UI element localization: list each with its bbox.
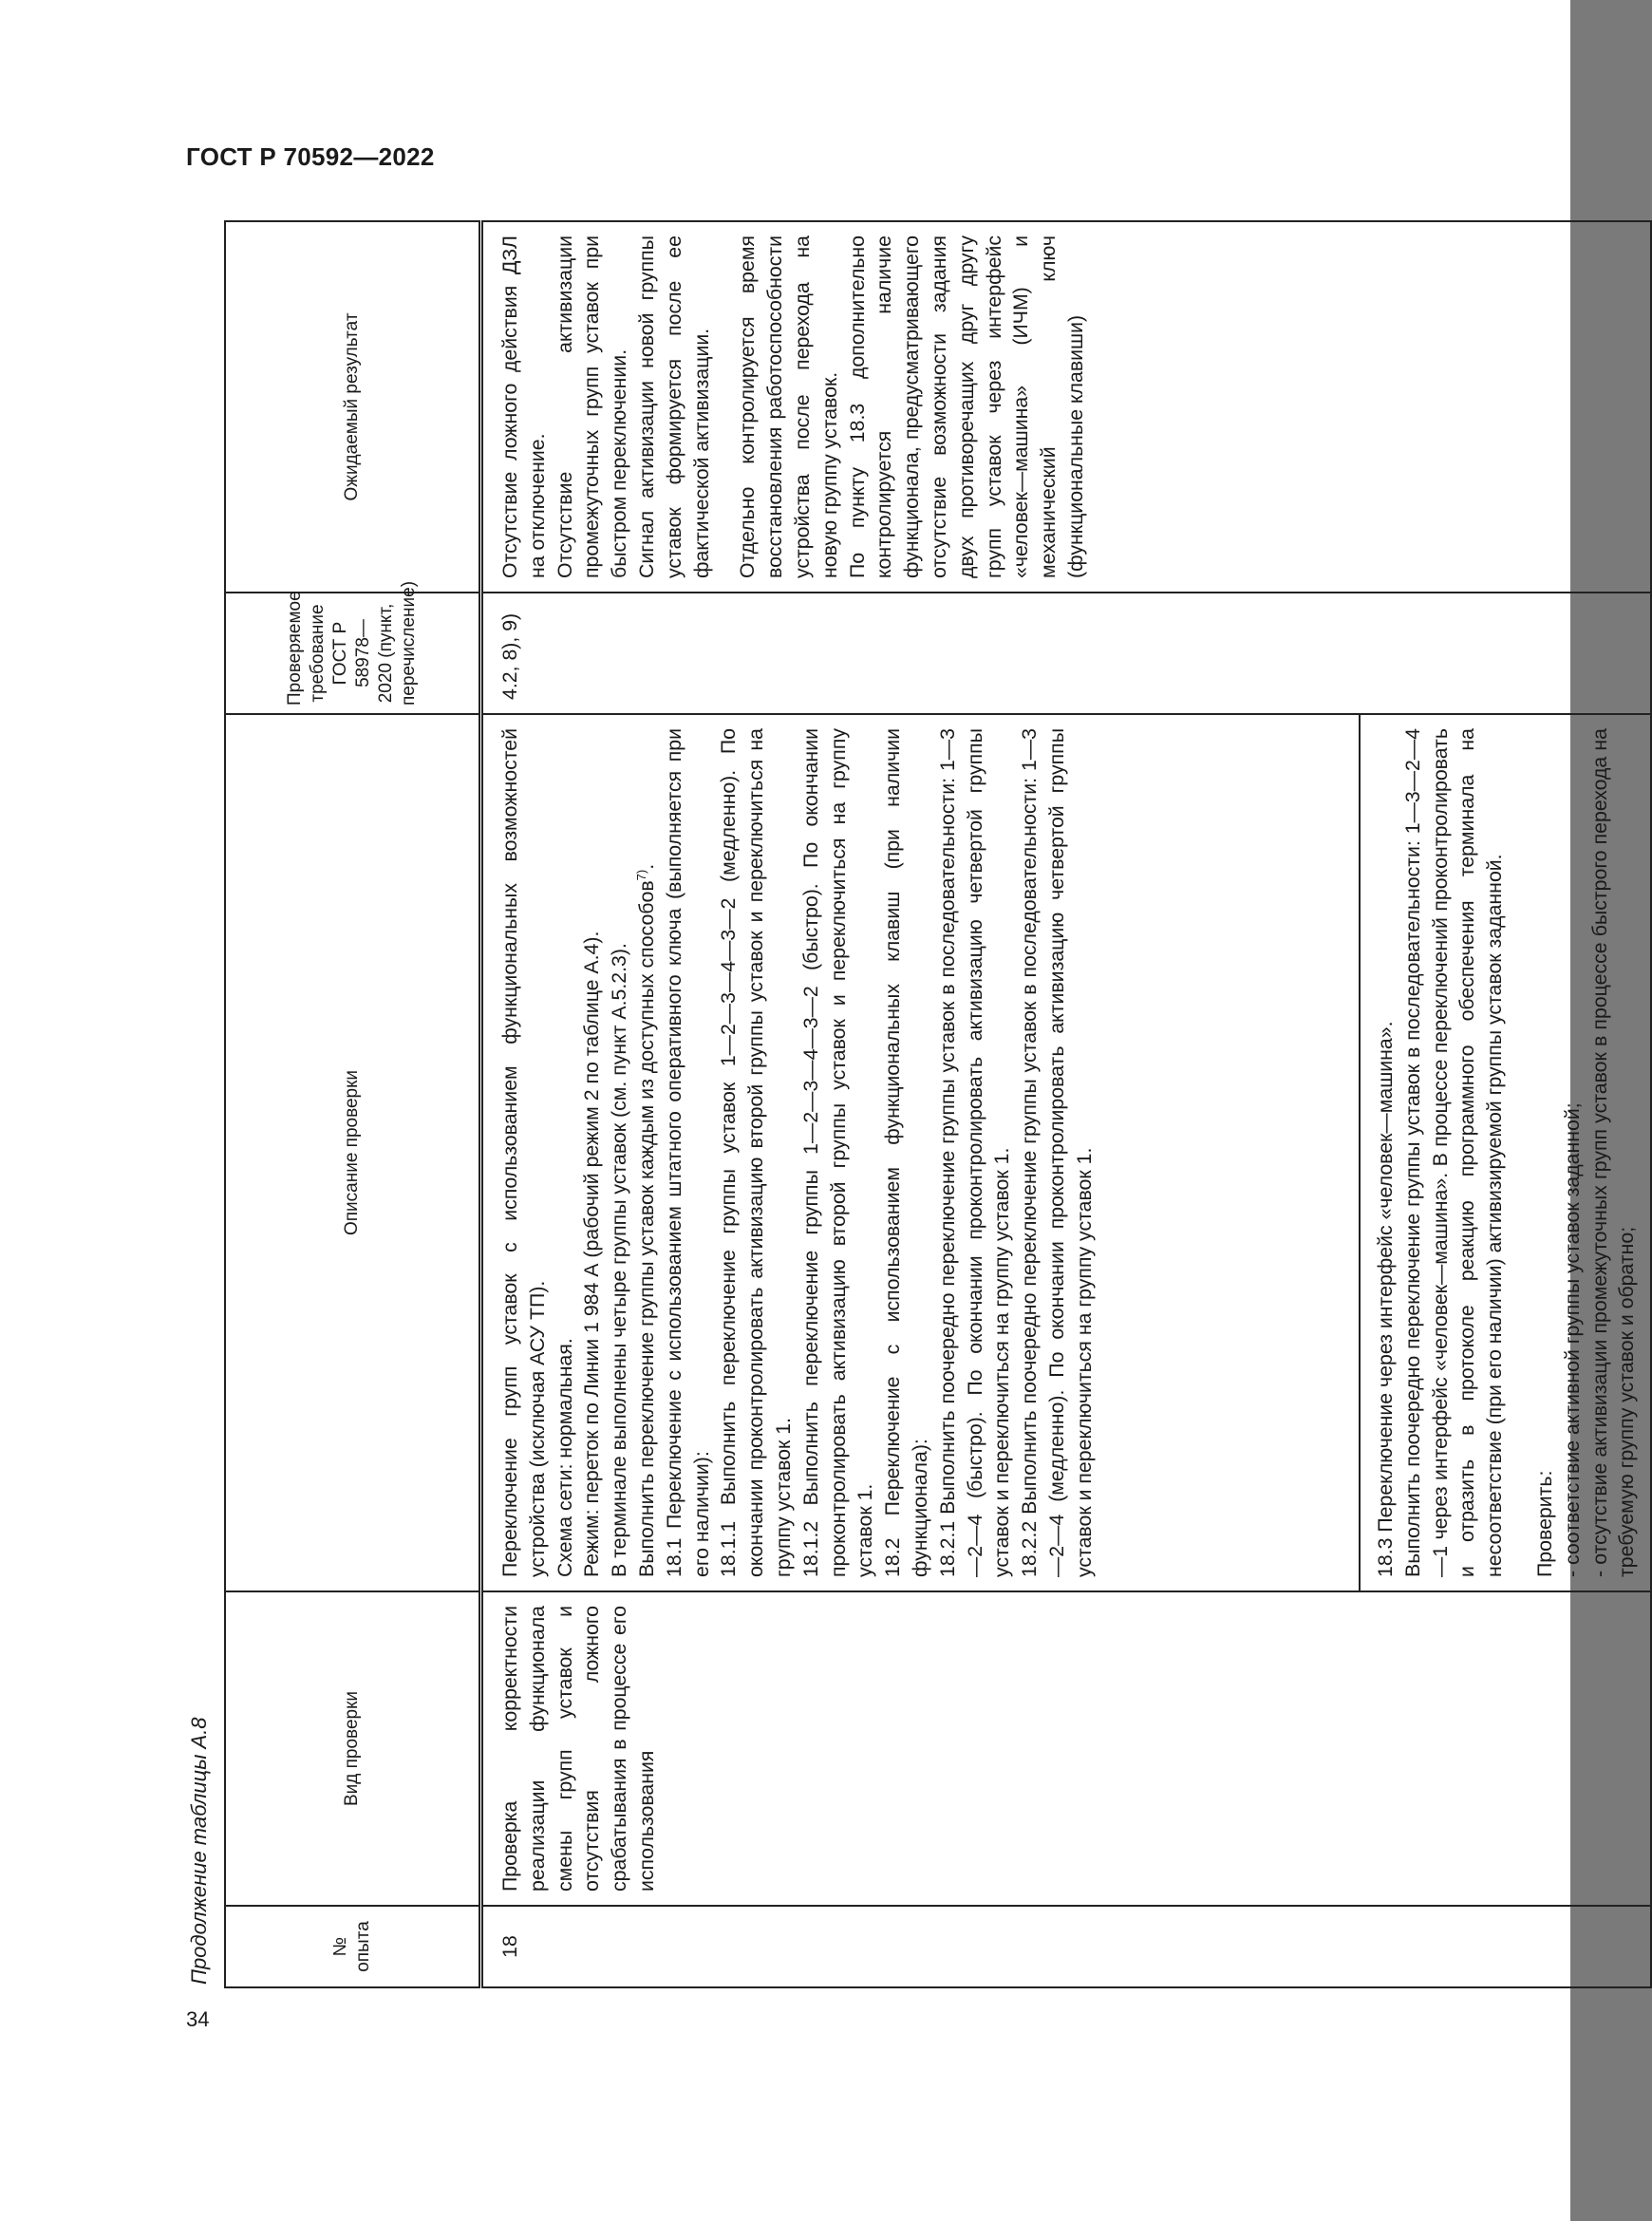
check-item: - соответствие активной группы уставок заданной; [1560,1102,1584,1577]
desc-line: 18.1.1 Выполнить переключение группы уставок 1—2—3—4—3—2 (медленно). По окончании проконтролировать активизацию второй группы уставок и переключиться на группу уставок 1. [717,728,795,1577]
footnote-mark: 7) [633,869,648,881]
description-block-1 [483,715,1361,1590]
page-number: 34 [186,2007,210,2031]
test-table [224,220,1652,1988]
cell-kind: Проверка корректности реализации функционала смены групп уставок и отсутствия ложного срабатывания в процессе его использования [481,1591,1652,1906]
cell-result [481,221,1652,593]
header-result: Ожидаемый результат [225,221,481,593]
desc-line: 18.2.2 Выполнить поочередно переключение группы уставок в последовательности: 1—3—2—4 (медленно). По окончании проконтролировать активизацию четвертой группы уставок и переключиться на группу уставок 1. [1018,728,1096,1577]
desc-line: 18.2 Переключение с использованием функциональных клавиш (при наличии функционала): [881,728,931,1577]
table-continuation-label: Продолжение таблицы А.8 [187,1717,211,1985]
result-line: По пункту 18.3 дополнительно контролируется наличие функционала, предусматривающего отсутствие возможности задания двух противоречащих друг другу групп уставок через интерфейс «человек—машина» (ИЧМ) и механический ключ (функциональные клавиши) [845,235,1087,578]
desc-line: 18.1.2 Выполнить переключение группы 1—2—3—4—3—2 (быстро). По окончании проконтролировать активизацию второй группы уставок и переключиться на группу уставок 1. [798,728,877,1577]
desc-line: 18.2.1 Выполнить поочередно переключение группы уставок в последовательности: 1—3—2—4 (быстро). По окончании проконтролировать активизацию четвертой группы уставок и переключиться на группу уставок 1. [935,728,1014,1577]
header-kind: Вид проверки [225,1591,481,1906]
desc-line: Выполнить поочередно переключение группы уставок в последовательности: 1—3—2—4—1 через интерфейс «человек—машина». В процессе переключений проконтролировать и отразить в протоколе реакцию программного обеспечения терминала на несоответствие (при его наличии) активизируемой группы уставок заданной. [1400,728,1507,1577]
desc-line-footnoted: Выполнить переключение группы уставок каждым из доступных способов$^{7)}$. [633,863,658,1577]
header-description: Описание проверки [225,714,481,1591]
result-line: Сигнал активизации новой группы уставок формируется после ее фактической активизации. [634,235,713,578]
header-num: № опыта [225,1906,481,1987]
cell-num: 18 [481,1906,1652,1987]
cell-requirement: 4.2, 8), 9) [481,593,1652,714]
desc-line: Схема сети: нормальная. [553,1338,576,1577]
desc-line: Переключение групп уставок с использованием функциональных возможностей устройства (исключая АСУ ТП). [498,728,549,1577]
desc-line-text: Выполнить переключение группы уставок каждым из доступных способов [634,880,658,1577]
check-item: - отсутствие активизации промежуточных групп уставок в процессе быстрого перехода на требуемую группу уставок и обратно; [1587,728,1639,1577]
rotated-table-wrapper [224,222,1639,1988]
desc-line: 18.1 Переключение с использованием штатного оперативного ключа (выполняется при его наличии): [662,728,713,1577]
check-title: Проверить: [1532,1470,1556,1577]
document-code: ГОСТ Р 70592—2022 [186,142,435,171]
description-block-2 [1361,715,1650,1590]
desc-line: 18.3 Переключение через интерфейс «человек—машина». [1374,1021,1397,1577]
result-line: Отдельно контролируется время восстановления работоспособности устройства после перехода на новую группу уставок. [736,235,841,578]
cell-description [481,714,1652,1591]
table-row [481,221,1652,1987]
spacer [715,235,734,578]
spacer [1509,728,1531,1577]
desc-line: В терминале выполнены четыре группы уставок (см. пункт А.5.2.3). [608,943,631,1577]
result-line: Отсутствие активизации промежуточных групп уставок при быстром переключении. [553,235,631,578]
header-requirement: Проверяемое требование ГОСТ Р 58978—2020 (пункт, перечисление) [225,593,481,714]
table-header-row [225,221,481,1987]
desc-line: Режим: переток по Линии 1 984 А (рабочий режим 2 по таблице А.4). [580,931,604,1577]
result-line: Отсутствие ложного действия ДЗЛ на отключение. [498,235,549,578]
